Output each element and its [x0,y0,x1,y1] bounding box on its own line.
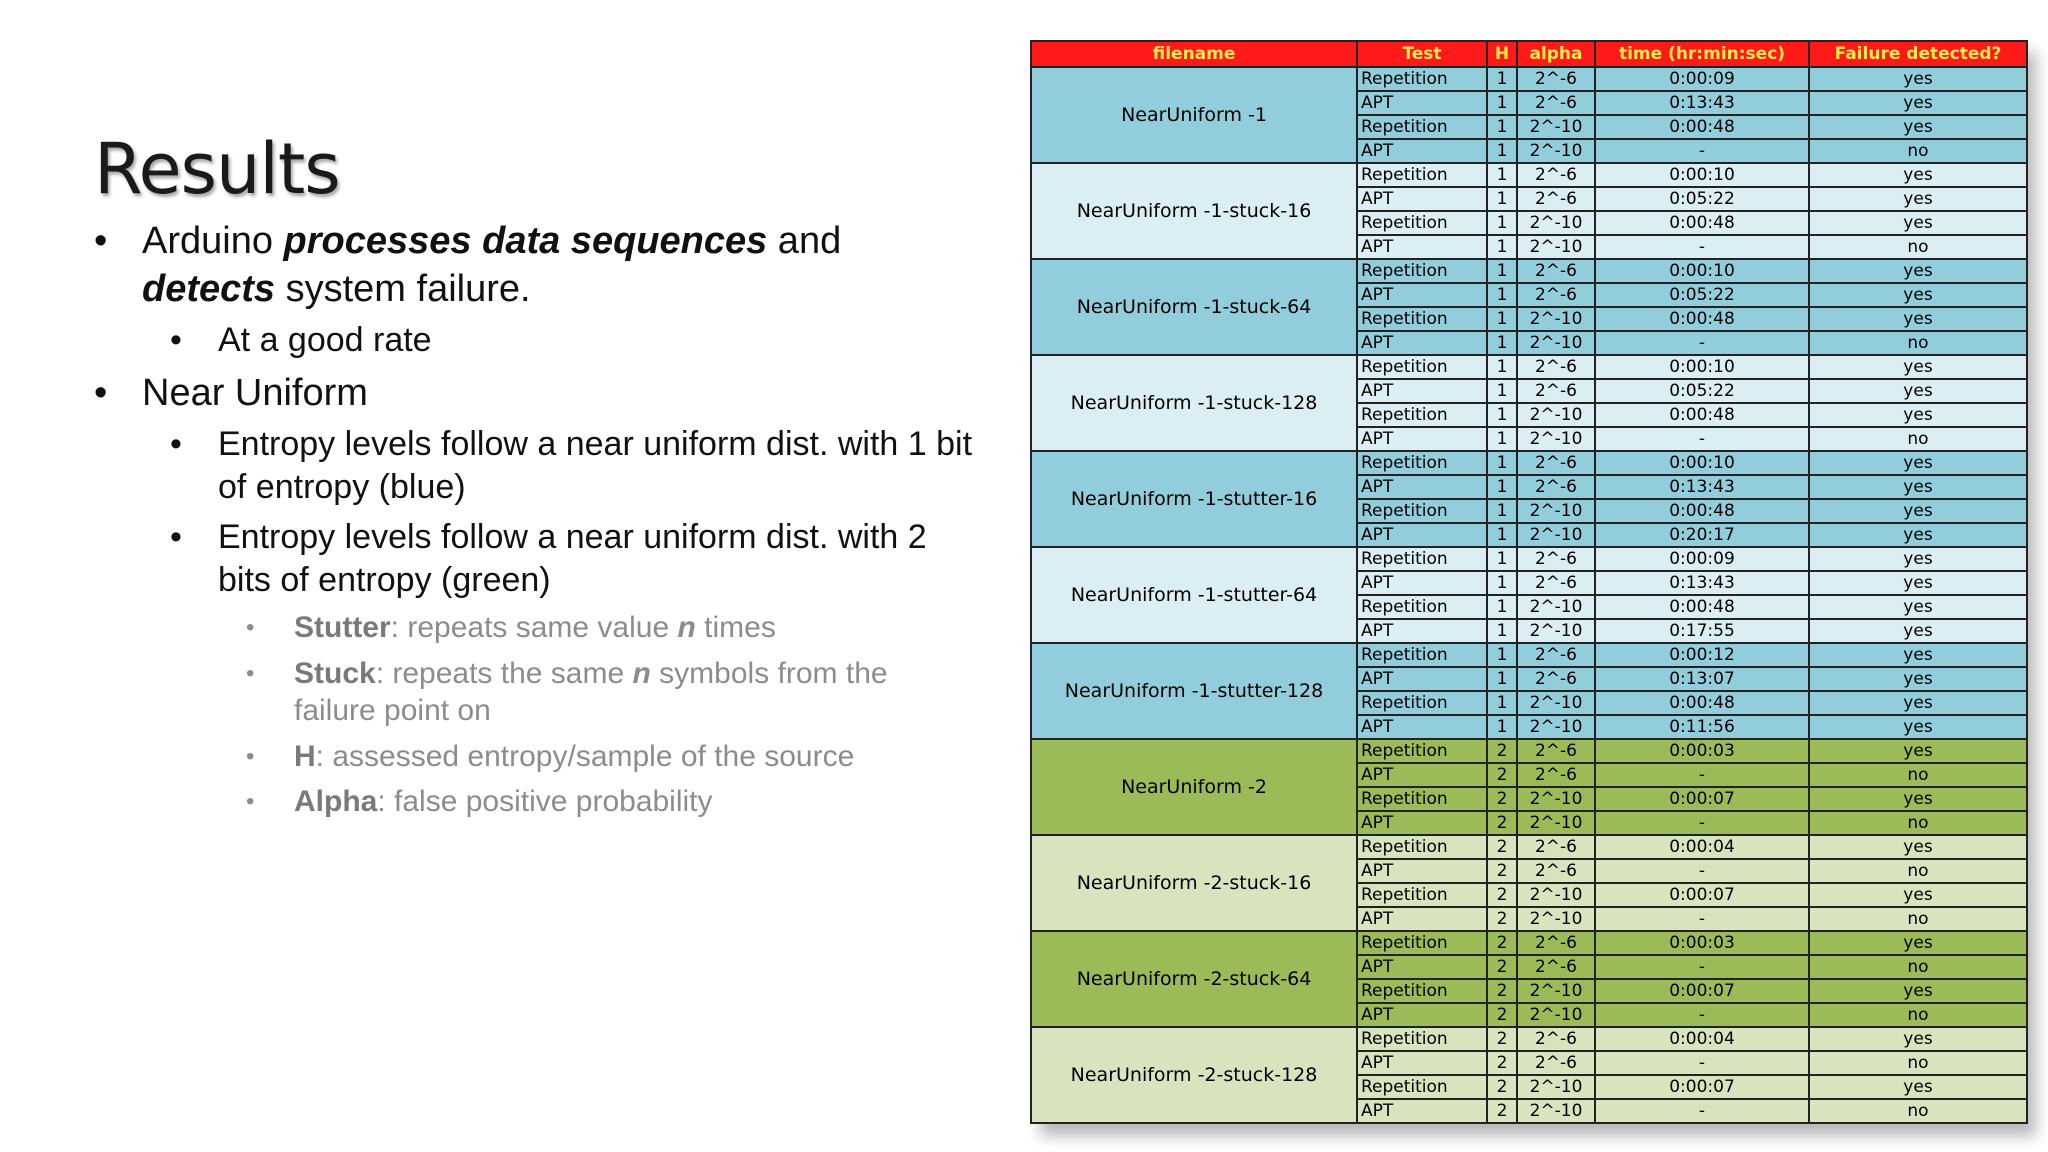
alpha-cell: 2^-10 [1517,115,1595,139]
alpha-cell: 2^-6 [1517,835,1595,859]
h-cell: 1 [1487,283,1517,307]
time-cell: 0:05:22 [1595,379,1809,403]
h-cell: 2 [1487,955,1517,979]
bullet-dot: • [246,614,255,641]
time-cell: 0:05:22 [1595,187,1809,211]
bullet-dot: • [94,371,108,414]
failure-cell: yes [1809,283,2027,307]
failure-cell: no [1809,907,2027,931]
alpha-cell: 2^-10 [1517,211,1595,235]
alpha-cell: 2^-6 [1517,643,1595,667]
time-cell: 0:00:09 [1595,547,1809,571]
test-cell: Repetition [1357,499,1487,523]
test-cell: APT [1357,811,1487,835]
failure-cell: yes [1809,187,2027,211]
time-cell: 0:17:55 [1595,619,1809,643]
failure-cell: no [1809,1003,2027,1027]
h-cell: 2 [1487,763,1517,787]
h-cell: 1 [1487,595,1517,619]
failure-cell: yes [1809,643,2027,667]
test-cell: APT [1357,859,1487,883]
filename-cell: NearUniform -1-stuck-128 [1031,355,1357,451]
h-cell: 2 [1487,1051,1517,1075]
bullet-list [94,218,974,829]
header-h: H [1487,41,1517,67]
failure-cell: yes [1809,67,2027,91]
test-cell: Repetition [1357,67,1487,91]
alpha-cell: 2^-6 [1517,379,1595,403]
failure-cell: yes [1809,931,2027,955]
test-cell: Repetition [1357,691,1487,715]
test-cell: APT [1357,667,1487,691]
header-test: Test [1357,41,1487,67]
test-cell: Repetition [1357,739,1487,763]
bullet-arduino [94,218,974,313]
bullet-dot: • [94,220,108,262]
definition-stuck [94,655,974,730]
h-cell: 2 [1487,979,1517,1003]
failure-cell: yes [1809,715,2027,739]
failure-cell: no [1809,427,2027,451]
failure-cell: yes [1809,379,2027,403]
h-cell: 2 [1487,835,1517,859]
test-cell: APT [1357,235,1487,259]
h-cell: 2 [1487,739,1517,763]
failure-cell: no [1809,955,2027,979]
h-cell: 1 [1487,331,1517,355]
alpha-cell: 2^-10 [1517,1075,1595,1099]
bullet-dot: • [246,659,255,687]
time-cell: 0:00:04 [1595,1027,1809,1051]
h-cell: 1 [1487,211,1517,235]
definition-variable: n [632,656,651,690]
h-cell: 1 [1487,475,1517,499]
time-cell: 0:00:03 [1595,931,1809,955]
time-cell: 0:05:22 [1595,283,1809,307]
failure-cell: no [1809,763,2027,787]
test-cell: Repetition [1357,835,1487,859]
test-cell: APT [1357,1051,1487,1075]
failure-cell: no [1809,139,2027,163]
definition-variable: n [677,611,696,644]
time-cell: - [1595,139,1809,163]
test-cell: APT [1357,91,1487,115]
test-cell: APT [1357,331,1487,355]
time-cell: - [1595,811,1809,835]
test-cell: Repetition [1357,403,1487,427]
bullet-dot: • [170,425,182,463]
time-cell: 0:00:48 [1595,307,1809,331]
slide-title: Results [94,128,340,210]
table-row [1031,259,2027,283]
failure-cell: no [1809,859,2027,883]
test-cell: APT [1357,619,1487,643]
test-cell: APT [1357,1003,1487,1027]
bullet-text: Entropy levels follow a near uniform dist. with 2 bits of entropy (green) [218,518,927,599]
definition-term: Alpha [294,785,378,818]
failure-cell: yes [1809,595,2027,619]
test-cell: APT [1357,715,1487,739]
failure-cell: yes [1809,163,2027,187]
h-cell: 2 [1487,1075,1517,1099]
test-cell: APT [1357,379,1487,403]
time-cell: 0:00:48 [1595,499,1809,523]
failure-cell: yes [1809,451,2027,475]
definition-text: times [695,611,776,644]
filename-cell: NearUniform -2-stuck-64 [1031,931,1357,1027]
test-cell: APT [1357,139,1487,163]
time-cell: - [1595,1003,1809,1027]
bullet-entropy-1 [94,423,974,508]
bullet-text: Near Uniform [142,371,368,414]
test-cell: Repetition [1357,979,1487,1003]
alpha-cell: 2^-10 [1517,1099,1595,1123]
definition-text: symbols from the failure point on [294,656,888,727]
time-cell: 0:13:07 [1595,667,1809,691]
bullet-emphasis: processes data sequences [283,220,768,262]
h-cell: 1 [1487,715,1517,739]
time-cell: 0:13:43 [1595,571,1809,595]
definition-stutter [94,609,974,647]
alpha-cell: 2^-6 [1517,475,1595,499]
alpha-cell: 2^-10 [1517,787,1595,811]
table-row [1031,643,2027,667]
alpha-cell: 2^-6 [1517,547,1595,571]
test-cell: Repetition [1357,259,1487,283]
alpha-cell: 2^-6 [1517,355,1595,379]
failure-cell: yes [1809,475,2027,499]
h-cell: 2 [1487,1027,1517,1051]
alpha-cell: 2^-6 [1517,91,1595,115]
test-cell: Repetition [1357,451,1487,475]
failure-cell: yes [1809,667,2027,691]
time-cell: 0:00:07 [1595,979,1809,1003]
alpha-cell: 2^-6 [1517,283,1595,307]
test-cell: APT [1357,475,1487,499]
bullet-dot: • [246,788,255,815]
h-cell: 2 [1487,811,1517,835]
definition-term: H [294,739,316,773]
alpha-cell: 2^-10 [1517,523,1595,547]
definition-h [94,738,974,776]
time-cell: - [1595,1051,1809,1075]
alpha-cell: 2^-6 [1517,187,1595,211]
alpha-cell: 2^-10 [1517,403,1595,427]
filename-cell: NearUniform -1-stutter-16 [1031,451,1357,547]
failure-cell: no [1809,331,2027,355]
failure-cell: yes [1809,355,2027,379]
time-cell: 0:00:48 [1595,211,1809,235]
test-cell: APT [1357,571,1487,595]
filename-cell: NearUniform -2-stuck-128 [1031,1027,1357,1123]
test-cell: Repetition [1357,163,1487,187]
bullet-text: Entropy levels follow a near uniform dist. with 1 bit of entropy (blue) [218,425,973,506]
test-cell: Repetition [1357,595,1487,619]
table-row [1031,163,2027,187]
h-cell: 1 [1487,259,1517,283]
test-cell: Repetition [1357,1027,1487,1051]
failure-cell: no [1809,235,2027,259]
alpha-cell: 2^-6 [1517,571,1595,595]
alpha-cell: 2^-6 [1517,859,1595,883]
alpha-cell: 2^-10 [1517,235,1595,259]
definition-alpha [94,783,974,821]
alpha-cell: 2^-6 [1517,763,1595,787]
test-cell: Repetition [1357,1075,1487,1099]
alpha-cell: 2^-10 [1517,139,1595,163]
table-row [1031,1027,2027,1051]
time-cell: - [1595,1099,1809,1123]
failure-cell: yes [1809,979,2027,1003]
time-cell: 0:20:17 [1595,523,1809,547]
failure-cell: yes [1809,1027,2027,1051]
filename-cell: NearUniform -2-stuck-16 [1031,835,1357,931]
h-cell: 1 [1487,547,1517,571]
failure-cell: yes [1809,115,2027,139]
h-cell: 2 [1487,907,1517,931]
test-cell: Repetition [1357,211,1487,235]
alpha-cell: 2^-10 [1517,979,1595,1003]
bullet-entropy-2 [94,516,974,601]
definition-text: : repeats same value [390,611,678,644]
h-cell: 1 [1487,499,1517,523]
alpha-cell: 2^-10 [1517,619,1595,643]
bullet-dot: • [170,518,182,556]
alpha-cell: 2^-10 [1517,811,1595,835]
bullet-emphasis: detects [142,267,276,310]
test-cell: Repetition [1357,883,1487,907]
results-table-container [1030,40,2026,1124]
failure-cell: yes [1809,691,2027,715]
h-cell: 1 [1487,187,1517,211]
test-cell: APT [1357,955,1487,979]
bullet-text: system failure. [275,267,531,310]
time-cell: 0:00:04 [1595,835,1809,859]
failure-cell: yes [1809,835,2027,859]
failure-cell: yes [1809,211,2027,235]
time-cell: 0:11:56 [1595,715,1809,739]
filename-cell: NearUniform -1-stuck-16 [1031,163,1357,259]
h-cell: 2 [1487,1003,1517,1027]
failure-cell: yes [1809,571,2027,595]
time-cell: 0:00:10 [1595,259,1809,283]
test-cell: Repetition [1357,355,1487,379]
test-cell: APT [1357,283,1487,307]
h-cell: 1 [1487,67,1517,91]
alpha-cell: 2^-6 [1517,955,1595,979]
time-cell: 0:00:10 [1595,163,1809,187]
definition-text: : assessed entropy/sample of the source [315,739,855,773]
test-cell: Repetition [1357,547,1487,571]
table-row [1031,67,2027,91]
test-cell: Repetition [1357,787,1487,811]
h-cell: 1 [1487,115,1517,139]
filename-cell: NearUniform -2 [1031,739,1357,835]
time-cell: - [1595,907,1809,931]
alpha-cell: 2^-10 [1517,691,1595,715]
time-cell: 0:00:12 [1595,643,1809,667]
h-cell: 1 [1487,451,1517,475]
alpha-cell: 2^-6 [1517,739,1595,763]
time-cell: 0:00:10 [1595,451,1809,475]
alpha-cell: 2^-10 [1517,499,1595,523]
failure-cell: yes [1809,307,2027,331]
definition-term: Stutter [294,611,391,644]
failure-cell: yes [1809,739,2027,763]
test-cell: Repetition [1357,931,1487,955]
test-cell: APT [1357,907,1487,931]
failure-cell: yes [1809,499,2027,523]
h-cell: 1 [1487,643,1517,667]
alpha-cell: 2^-6 [1517,1027,1595,1051]
alpha-cell: 2^-6 [1517,1051,1595,1075]
failure-cell: yes [1809,523,2027,547]
alpha-cell: 2^-10 [1517,427,1595,451]
h-cell: 1 [1487,523,1517,547]
failure-cell: yes [1809,403,2027,427]
alpha-cell: 2^-10 [1517,595,1595,619]
h-cell: 1 [1487,91,1517,115]
table-header-row [1031,41,2027,67]
test-cell: APT [1357,523,1487,547]
time-cell: 0:00:03 [1595,739,1809,763]
table-row [1031,931,2027,955]
alpha-cell: 2^-6 [1517,163,1595,187]
time-cell: 0:00:07 [1595,1075,1809,1099]
filename-cell: NearUniform -1-stutter-128 [1031,643,1357,739]
bullet-near-uniform [94,370,974,418]
definition-term: Stuck [294,656,376,690]
failure-cell: yes [1809,619,2027,643]
header-failure-detected: Failure detected? [1809,41,2027,67]
bullet-text: Arduino [142,220,284,262]
bullet-good-rate [94,319,974,362]
alpha-cell: 2^-10 [1517,883,1595,907]
time-cell: 0:13:43 [1595,91,1809,115]
header-alpha: alpha [1517,41,1595,67]
time-cell: 0:00:07 [1595,787,1809,811]
time-cell: 0:00:48 [1595,595,1809,619]
h-cell: 1 [1487,427,1517,451]
h-cell: 1 [1487,691,1517,715]
h-cell: 1 [1487,307,1517,331]
alpha-cell: 2^-10 [1517,715,1595,739]
failure-cell: yes [1809,91,2027,115]
table-row [1031,451,2027,475]
h-cell: 2 [1487,1099,1517,1123]
failure-cell: yes [1809,547,2027,571]
failure-cell: yes [1809,1075,2027,1099]
h-cell: 1 [1487,379,1517,403]
test-cell: Repetition [1357,115,1487,139]
failure-cell: no [1809,811,2027,835]
time-cell: - [1595,763,1809,787]
time-cell: 0:00:07 [1595,883,1809,907]
h-cell: 1 [1487,571,1517,595]
filename-cell: NearUniform -1 [1031,67,1357,163]
definition-text: : repeats the same [375,656,633,690]
failure-cell: no [1809,1051,2027,1075]
test-cell: Repetition [1357,307,1487,331]
h-cell: 1 [1487,619,1517,643]
time-cell: 0:13:43 [1595,475,1809,499]
time-cell: 0:00:48 [1595,115,1809,139]
alpha-cell: 2^-10 [1517,307,1595,331]
definition-text: : false positive probability [377,785,713,818]
failure-cell: yes [1809,259,2027,283]
alpha-cell: 2^-6 [1517,931,1595,955]
time-cell: - [1595,427,1809,451]
h-cell: 1 [1487,667,1517,691]
test-cell: APT [1357,187,1487,211]
time-cell: - [1595,859,1809,883]
table-row [1031,739,2027,763]
time-cell: - [1595,331,1809,355]
table-body [1031,67,2027,1123]
time-cell: 0:00:10 [1595,355,1809,379]
header-time: time (hr:min:sec) [1595,41,1809,67]
test-cell: Repetition [1357,643,1487,667]
table-row [1031,355,2027,379]
h-cell: 1 [1487,403,1517,427]
test-cell: APT [1357,763,1487,787]
test-cell: APT [1357,427,1487,451]
alpha-cell: 2^-10 [1517,907,1595,931]
time-cell: - [1595,235,1809,259]
alpha-cell: 2^-6 [1517,667,1595,691]
filename-cell: NearUniform -1-stuck-64 [1031,259,1357,355]
alpha-cell: 2^-6 [1517,259,1595,283]
filename-cell: NearUniform -1-stutter-64 [1031,547,1357,643]
alpha-cell: 2^-10 [1517,331,1595,355]
time-cell: - [1595,955,1809,979]
test-cell: APT [1357,1099,1487,1123]
h-cell: 2 [1487,883,1517,907]
h-cell: 2 [1487,931,1517,955]
bullet-dot: • [246,742,255,770]
h-cell: 2 [1487,787,1517,811]
failure-cell: no [1809,1099,2027,1123]
time-cell: 0:00:09 [1595,67,1809,91]
alpha-cell: 2^-6 [1517,451,1595,475]
results-table [1030,40,2028,1124]
table-row [1031,547,2027,571]
alpha-cell: 2^-10 [1517,1003,1595,1027]
failure-cell: yes [1809,787,2027,811]
h-cell: 1 [1487,139,1517,163]
time-cell: 0:00:48 [1595,403,1809,427]
header-filename: filename [1031,41,1357,67]
h-cell: 1 [1487,235,1517,259]
bullet-dot: • [170,321,182,359]
h-cell: 1 [1487,163,1517,187]
h-cell: 1 [1487,355,1517,379]
bullet-text: and [767,220,842,262]
h-cell: 2 [1487,859,1517,883]
alpha-cell: 2^-6 [1517,67,1595,91]
time-cell: 0:00:48 [1595,691,1809,715]
bullet-text: At a good rate [218,321,432,359]
failure-cell: yes [1809,883,2027,907]
table-row [1031,835,2027,859]
